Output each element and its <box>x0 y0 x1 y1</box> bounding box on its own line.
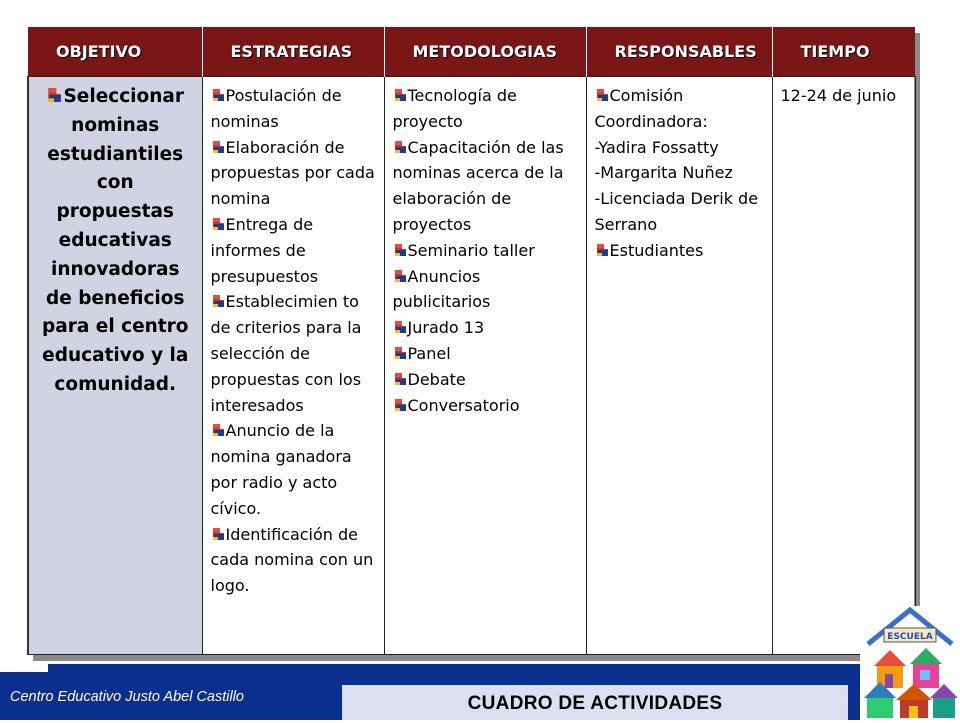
list-item: Panel <box>393 341 578 367</box>
bullet-icon <box>393 372 407 386</box>
school-logo <box>860 606 960 720</box>
list-item: Conversatorio <box>393 393 578 419</box>
bullet-icon <box>46 87 62 103</box>
footer-title: CUADRO DE ACTIVIDADES <box>342 685 848 720</box>
bullet-icon <box>211 423 225 437</box>
objetivo-text: Seleccionar nominas estudiantiles con propuestas educativas innovadoras de beneficios para el centro educativo y la comunidad. <box>42 86 189 395</box>
bullet-icon <box>211 527 225 541</box>
list-item: Anuncio de la nomina ganadora por radio y acto cívico. <box>210 421 352 518</box>
activities-table-wrapper <box>27 27 914 655</box>
logo-house <box>933 698 955 718</box>
estrategias-cell <box>202 77 384 655</box>
logo-house-door <box>885 674 893 688</box>
tiempo-cell <box>772 77 915 655</box>
list-item: Debate <box>393 367 578 393</box>
responsables-cell <box>586 77 772 655</box>
logo-house <box>867 698 893 718</box>
list-item: -Margarita Nuñez <box>594 163 733 183</box>
logo-house-window <box>920 670 930 680</box>
list-item: -Licenciada Derik de Serrano <box>594 189 759 234</box>
bullet-icon <box>393 269 407 283</box>
estrategias-list <box>211 83 376 599</box>
bullet-icon <box>393 398 407 412</box>
bullet-icon <box>393 346 407 360</box>
bullet-icon <box>393 88 407 102</box>
list-item: Seminario taller <box>393 238 578 264</box>
bullet-icon <box>393 243 407 257</box>
objetivo-cell <box>28 77 202 655</box>
tiempo-text: 12-24 de junio <box>780 86 897 105</box>
bullet-icon <box>211 140 225 154</box>
list-item: Identificación de cada nomina con un logo. <box>210 524 374 596</box>
list-item: Estudiantes <box>595 238 764 264</box>
header-estrategias: ESTRATEGIAS <box>202 27 384 77</box>
metodologias-cell <box>384 77 586 655</box>
bullet-icon <box>211 217 225 231</box>
metodologias-list <box>393 83 578 418</box>
header-responsables: RESPONSABLES <box>586 27 772 77</box>
footer-org-name: Centro Educativo Justo Abel Castillo <box>10 689 244 705</box>
logo-house-door <box>909 706 918 718</box>
list-item: Tecnología de proyecto <box>392 86 517 131</box>
list-item: Jurado 13 <box>393 315 578 341</box>
bullet-icon <box>393 140 407 154</box>
list-item: Anuncios publicitarios <box>392 266 491 312</box>
list-item: Entrega de informes de presupuestos <box>210 214 319 286</box>
header-row <box>28 27 915 77</box>
list-item: Comisión Coordinadora: <box>594 86 708 131</box>
activities-table <box>27 27 916 655</box>
bullet-icon <box>595 88 609 102</box>
list-item: Postulación de nominas <box>210 86 342 131</box>
bullet-icon <box>595 243 609 257</box>
header-tiempo: TIEMPO <box>772 27 915 77</box>
logo-sign-text: ESCUELA <box>887 632 933 642</box>
bullet-icon <box>211 88 225 102</box>
list-item: Establecimien to de criterios para la selección de propuestas con los interesados <box>210 292 362 415</box>
list-item: -Yadira Fossatty <box>594 137 719 157</box>
responsables-list <box>595 83 764 264</box>
table-row <box>28 77 915 655</box>
list-item: Elaboración de propuestas por cada nomina <box>210 137 375 209</box>
header-metodologias: METODOLOGIAS <box>384 27 586 77</box>
bullet-icon <box>211 294 225 308</box>
list-item: Capacitación de las nominas acerca de la elaboración de proyectos <box>392 137 564 234</box>
header-objetivo: OBJETIVO <box>28 27 202 77</box>
bullet-icon <box>393 320 407 334</box>
